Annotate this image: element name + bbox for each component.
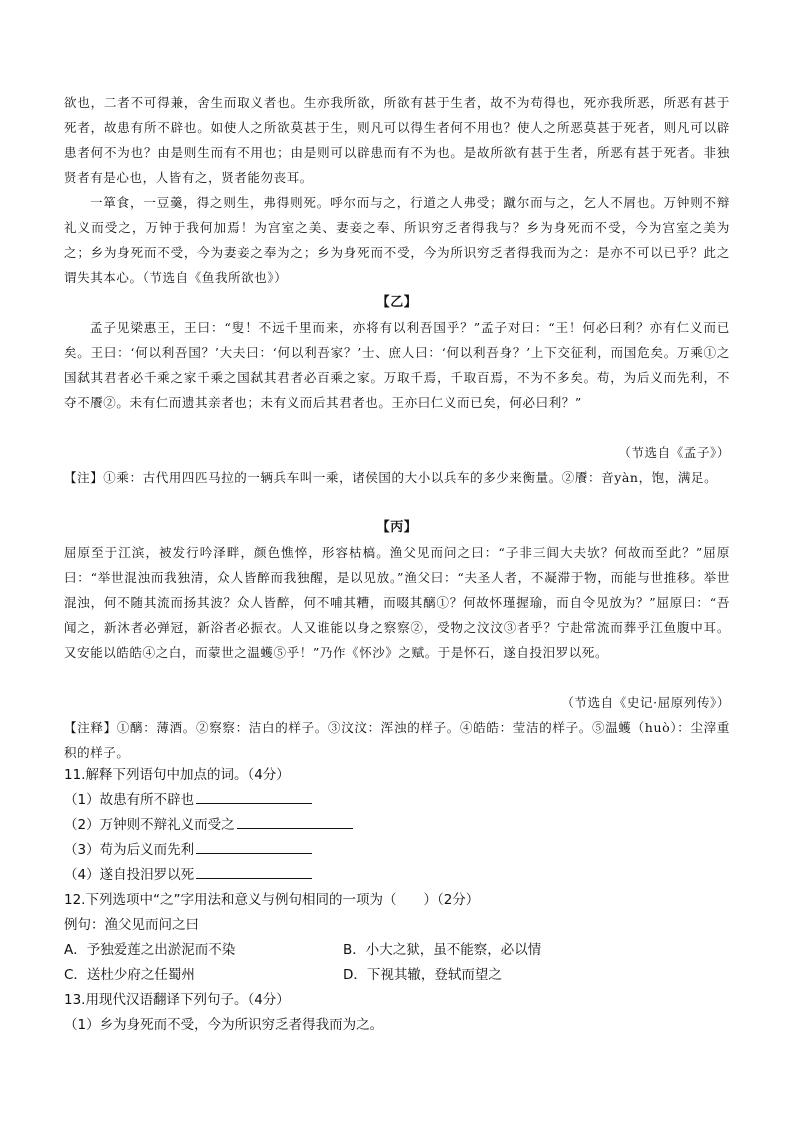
q11-item-4: [64, 863, 312, 888]
answer-blank[interactable]: [196, 865, 312, 879]
yi-source: （节选自《孟子》）: [618, 445, 730, 460]
q11-item-2-text: （2）万钟则不辩礼义而受之: [64, 817, 235, 833]
jia-paragraph-1: 欲也，二者不可得兼，舍生而取义者也。生亦我所欲，所欲有甚于生者，故不为苟得也，死亦我所恶，所恶有甚于死者，故患有所不辟也。如使人之所欲莫甚于生，则凡可以得生者何不用也？使人之所恶莫甚于死者，则凡可以辟患者何不为也？由是则生而有不用也；由是则可以辟患而有不为也。是故所欲有甚于生者，所恶有甚于死者。非独贤者有是心也，人皆有之，贤者能勿丧耳。: [64, 95, 730, 185]
yi-paragraph: 孟子见梁惠王，王曰：“叟！不远千里而来，亦将有以利吾国乎？”孟子对曰：“王！何必曰利？亦有仁义而已矣。王曰：‘何以利吾国？’大夫曰：‘何以利吾家？’士、庶人曰：‘何以利吾身？’上下交征利，而国危矣。万乘①之国弑其君者必千乘之家千乘之国弑其君者必百乘之家。万取千焉，千取百焉，不为不多矣。苟，为后义而先利，不夺不餍②。未有仁而遗其亲者也；未有义而后其君者也。王亦曰仁义而已矣，何必曰利？”: [64, 320, 730, 410]
q11-item-1-text: （1）故患有所不辟也: [64, 792, 195, 808]
q11-item-1: [64, 788, 312, 813]
q12-option-d[interactable]: D．下视其辙，登轼而望之: [343, 967, 502, 983]
q11-item-3-text: （3）苟为后义而先利: [64, 842, 195, 858]
answer-blank[interactable]: [196, 840, 312, 854]
bing-note: 【注释】①醨：薄酒。②察察：洁白的样子。③汶汶：浑浊的样子。④皓皓：莹洁的样子。⑤温蠖（huò）：尘滓重积的样子。: [64, 720, 730, 760]
answer-blank[interactable]: [196, 790, 312, 804]
yi-heading: 【乙】: [376, 295, 418, 310]
answer-blank[interactable]: [237, 815, 353, 829]
jia-paragraph-2: 一箪食，一豆羹，得之则生，弗得则死。呼尔而与之，行道之人弗受；蹴尔而与之，乞人不屑也。万钟则不辩礼义而受之，万钟于我何加焉！为宫室之美、妻妾之奉、所识穷乏者得我与？乡为身死而不受，今为宫室之美为之；乡为身死而不受，今为妻妾之奉为之；乡为身死而不受，今为所识穷乏者得我而为之：是亦不可以已乎？此之谓失其本心。（节选自《鱼我所欲也》）: [64, 195, 730, 285]
bing-heading: 【丙】: [376, 520, 418, 535]
bing-source: （节选自《史记·屈原列传》）: [561, 695, 730, 710]
q12-option-b[interactable]: B．小大之狱，虽不能察，必以情: [343, 942, 542, 958]
q12-option-c[interactable]: C．送杜少府之任蜀州: [64, 967, 195, 983]
q11-item-3: [64, 838, 312, 863]
q11-title: 11.解释下列语句中加点的词。（4分）: [64, 767, 290, 783]
q13-item-1: （1）乡为身死而不受，今为所识穷乏者得我而为之。: [64, 1017, 384, 1033]
q12-option-a[interactable]: A．予独爱莲之出淤泥而不染: [64, 942, 236, 958]
q12-title: 12.下列选项中“之”字用法和意义与例句相同的一项为（ ）（2分）: [64, 892, 480, 908]
bing-paragraph: 屈原至于江滨，被发行吟泽畔，颜色憔悴，形容枯槁。渔父见而问之曰：“子非三闾大夫欤？何故而至此？”屈原曰：“举世混浊而我独清，众人皆醉而我独醒，是以见放。”渔父曰：“夫圣人者，不凝滞于物，而能与世推移。举世混浊，何不随其流而扬其波？众人皆醉，何不哺其糟，而啜其醨①？何故怀瑾握瑜，而自令见放为？”屈原曰：“吾闻之，新沐者必弹冠，新浴者必振衣。人又谁能以身之察察②，受物之汶汶③者乎？宁赴常流而葬乎江鱼腹中耳。又安能以皓皓④之白，而蒙世之温蠖⑤乎！”乃作《怀沙》之赋。于是怀石，遂自投汨罗以死。: [64, 545, 730, 660]
q11-item-4-text: （4）遂自投汨罗以死: [64, 867, 195, 883]
q11-item-2: [64, 813, 353, 838]
yi-note: 【注】①乘：古代用四匹马拉的一辆兵车叫一乘，诸侯国的大小以兵车的多少来衡量。②餍：音yàn，饱，满足。: [64, 470, 718, 485]
q13-title: 13.用现代汉语翻译下列句子。（4分）: [64, 992, 290, 1008]
q12-example: 例句：渔父见而问之曰: [64, 917, 199, 933]
